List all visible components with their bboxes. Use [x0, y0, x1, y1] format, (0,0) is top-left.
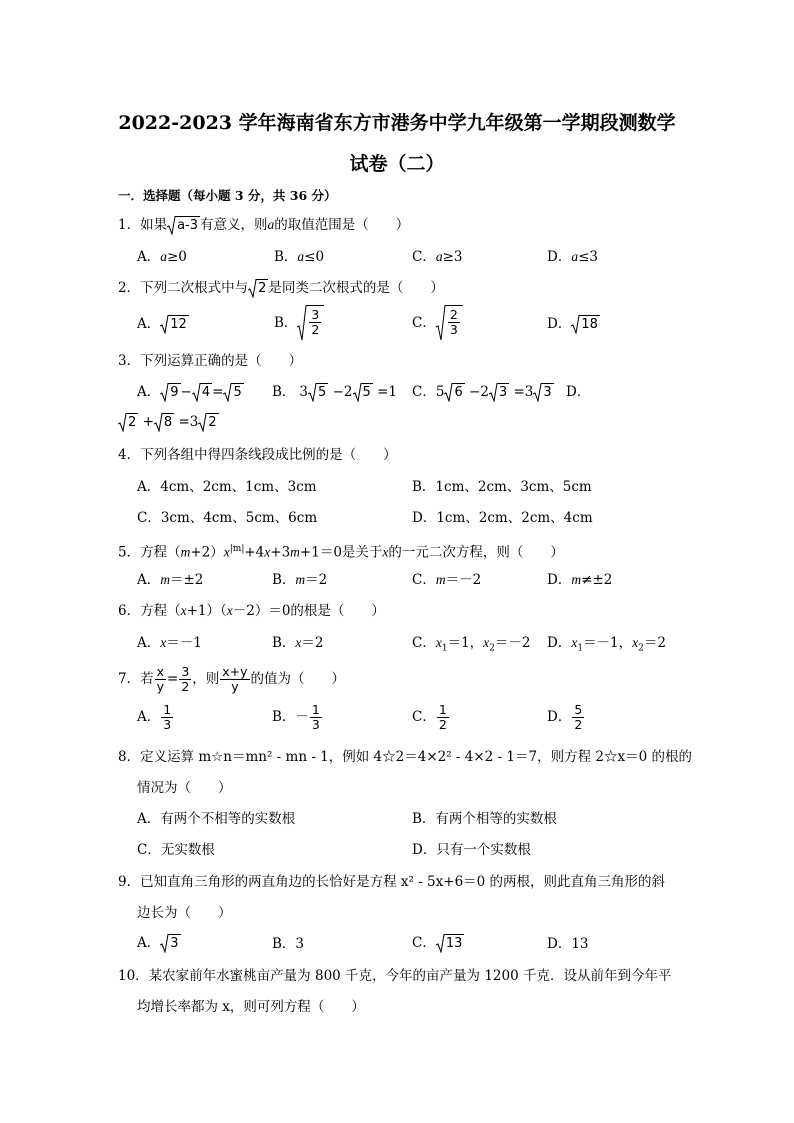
q4-option-b: B．1cm、2cm、3cm、5cm [412, 479, 592, 495]
question-9-cont: 边长为（ ） [137, 905, 232, 921]
q7-option-b: B．－ $\frac{1}{3}$ [272, 702, 320, 732]
question-1 [118, 216, 409, 235]
q-text: 有意义，则 [200, 217, 268, 233]
q9-option-a: A． 3 [137, 935, 179, 951]
sqrt-expression: 2 [248, 279, 268, 298]
q5-option-c: C．m＝－2 [412, 572, 482, 588]
q1-option-c: C．a≥3 [412, 249, 463, 265]
question-5: 5．方程$(m+2)x^{|m|}+4x+3m+1=0$是关于x的一元二次方程，则（ ） [118, 544, 564, 561]
q1-option-b: B．a≤0 [274, 249, 325, 265]
question-7: 7．若 $\frac{x}{y}$ = $\frac{3}{2}$ ，则 $\frac{x+y}{y}$ 的值为（ ） [118, 664, 346, 694]
q9-option-b: B．3 [272, 936, 305, 952]
question-2 [118, 279, 444, 298]
section-heading: 一．选择题（每小题 3 分，共 36 分） [118, 188, 337, 203]
q5-option-d: D．m≠±2 [547, 572, 613, 588]
q1-option-d: D．a≤3 [547, 249, 598, 265]
q9-option-c: C． 13 [412, 935, 463, 951]
question-number: 1． [118, 217, 141, 233]
q4-option-d: D．1cm、2cm、2cm、4cm [412, 510, 593, 526]
question-4: 4．下列各组中得四条线段成比例的是（ ） [118, 447, 397, 463]
q8-option-c: C．无实数根 [137, 842, 215, 858]
q7-option-c: C． $\frac{1}{2}$ [412, 702, 447, 732]
q2-option-b: B． $\frac{3}{2}$ [274, 305, 324, 341]
q6-option-d: D．$x_1=-1$，$x_2=2$ [547, 635, 666, 654]
q8-option-a: A．有两个不相等的实数根 [137, 811, 296, 827]
q7-option-d: D． $\frac{5}{2}$ [547, 702, 583, 732]
title-line-2: 试卷（二） [349, 153, 445, 175]
q3-option-d-label: D． [566, 384, 591, 400]
title-line-1: 2022-2023 学年海南省东方市港务中学九年级第一学期段测数学 [118, 112, 676, 134]
q4-option-a: A．4cm、2cm、1cm、3cm [137, 479, 317, 495]
q1-option-a: A．a≥0 [137, 249, 187, 265]
q6-option-b: B．x＝2 [272, 635, 324, 651]
q7-option-a: A． $\frac{1}{3}$ [137, 702, 172, 732]
q3-option-d: 2 + 8 =3 2 [118, 413, 219, 432]
q-text: 下列二次根式中与 [140, 280, 249, 296]
q3-option-a: A． 9 − 4 = 5 [137, 384, 242, 400]
question-6: 6．方程（x+1）（x－2）＝0的根是（ ） [118, 603, 385, 619]
question-10-cont: 均增长率都为 x，则可列方程（ ） [137, 999, 365, 1015]
q4-option-c: C．3cm、4cm、5cm、6cm [137, 510, 318, 526]
q8-option-d: D．只有一个实数根 [412, 842, 531, 858]
q2-option-c: C． $\frac{2}{3}$ [412, 305, 463, 341]
q3-option-b: B． 3 5 −2 5 =1 [272, 384, 397, 400]
q5-option-b: B．m＝2 [272, 572, 328, 588]
q2-option-d: D． 18 [547, 316, 598, 332]
q6-option-c: C．$x_1=1$，$x_2=-2$ [412, 635, 531, 654]
question-number: 2． [118, 280, 141, 296]
q-text: 的取值范围是（ ） [274, 217, 410, 233]
question-8: 8．定义运算 m☆n＝mn² - mn - 1，例如 4☆2＝4×2² - 4×2 - 1＝7，则方程 2☆x＝0 的根的 [118, 749, 692, 765]
q8-option-b: B．有两个相等的实数根 [412, 811, 557, 827]
question-8-cont: 情况为（ ） [137, 780, 232, 796]
q5-option-a: A．m＝±2 [137, 572, 204, 588]
q-var: a [267, 217, 275, 232]
q3-option-c: C．5 6 −2 3 =3 3 [412, 384, 552, 400]
q9-option-d: D．13 [547, 936, 589, 952]
radicand: a-3 [177, 218, 199, 233]
q-text: 如果 [140, 217, 168, 233]
q-text: 是同类二次根式的是（ ） [268, 280, 444, 296]
question-10: 10．某农家前年水蜜桃亩产量为 800 千克，今年的亩产量为 1200 千克．设从前年到今年平 [118, 968, 672, 984]
sqrt-expression [167, 216, 200, 235]
question-3: 3．下列运算正确的是（ ） [118, 353, 303, 369]
question-9: 9．已知直角三角形的两直角边的长恰好是方程 x² - 5x+6＝0 的两根，则此直角三角形的斜 [118, 874, 666, 890]
q2-option-a: A． 12 [137, 316, 187, 332]
q6-option-a: A．x＝－1 [137, 635, 202, 651]
